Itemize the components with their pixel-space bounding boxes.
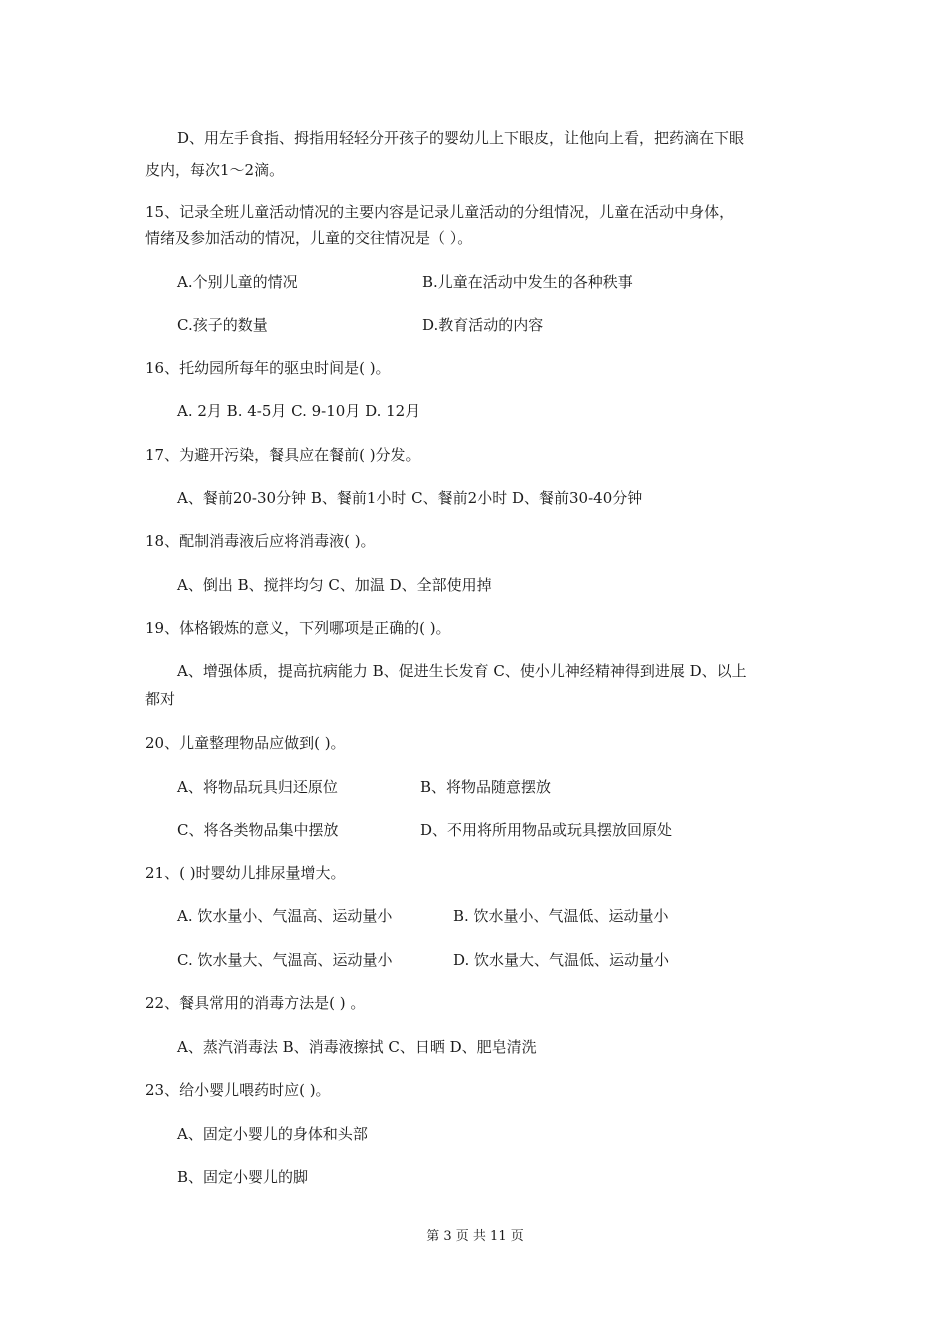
- question-20: 20、儿童整理物品应做到( )。: [145, 734, 346, 752]
- question-23-option-a: A、固定小婴儿的身体和头部: [177, 1125, 368, 1143]
- question-15-option-c: C.孩子的数量: [177, 316, 268, 334]
- question-20-option-b: B、将物品随意摆放: [420, 778, 552, 796]
- question-15-line1: 15、记录全班儿童活动情况的主要内容是记录儿童活动的分组情况，儿童在活动中身体，: [145, 203, 735, 221]
- question-18-options: A、倒出 B、搅拌均匀 C、加温 D、全部使用掉: [177, 576, 492, 594]
- question-15-option-d: D.教育活动的内容: [422, 316, 544, 334]
- page-number-footer: 第 3 页 共 11 页: [426, 1229, 524, 1244]
- question-21-option-a: A. 饮水量小、气温高、运动量小: [177, 907, 393, 925]
- question-15-option-a: A.个别儿童的情况: [177, 273, 298, 291]
- question-20-option-c: C、将各类物品集中摆放: [177, 821, 339, 839]
- question-21-option-c: C. 饮水量大、气温高、运动量小: [177, 951, 393, 969]
- question-21-option-d: D. 饮水量大、气温低、运动量小: [453, 951, 670, 969]
- question-18: 18、配制消毒液后应将消毒液( )。: [145, 532, 376, 550]
- question-16-options: A. 2月 B. 4-5月 C. 9-10月 D. 12月: [177, 402, 421, 420]
- question-19: 19、体格锻炼的意义，下列哪项是正确的( )。: [145, 619, 451, 637]
- q14-option-d-line2: 皮内，每次1～2滴。: [145, 161, 285, 179]
- question-15-line2: 情绪及参加活动的情况，儿童的交往情况是（ ）。: [145, 229, 473, 247]
- q14-option-d-line1: D、用左手食指、拇指用轻轻分开孩子的婴幼儿上下眼皮，让他向上看，把药滴在下眼: [177, 129, 745, 147]
- question-20-option-d: D、不用将所用物品或玩具摆放回原处: [420, 821, 673, 839]
- question-17: 17、为避开污染，餐具应在餐前( )分发。: [145, 446, 421, 464]
- question-22: 22、餐具常用的消毒方法是( ) 。: [145, 994, 366, 1012]
- question-23-option-b: B、固定小婴儿的脚: [177, 1168, 309, 1186]
- question-19-options-line1: A、增强体质，提高抗病能力 B、促进生长发育 C、使小儿神经精神得到进展 D、以上: [177, 662, 747, 680]
- question-15-option-b: B.儿童在活动中发生的各种秩事: [422, 273, 633, 291]
- question-16: 16、托幼园所每年的驱虫时间是( )。: [145, 359, 391, 377]
- question-20-option-a: A、将物品玩具归还原位: [177, 778, 338, 796]
- question-22-options: A、蒸汽消毒法 B、消毒液擦拭 C、日晒 D、肥皂清洗: [177, 1038, 537, 1056]
- question-23: 23、给小婴儿喂药时应( )。: [145, 1081, 331, 1099]
- question-17-options: A、餐前20-30分钟 B、餐前1小时 C、餐前2小时 D、餐前30-40分钟: [177, 489, 643, 507]
- question-21: 21、( )时婴幼儿排尿量增大。: [145, 864, 346, 882]
- question-19-options-line2: 都对: [145, 690, 176, 708]
- question-21-option-b: B. 饮水量小、气温低、运动量小: [453, 907, 669, 925]
